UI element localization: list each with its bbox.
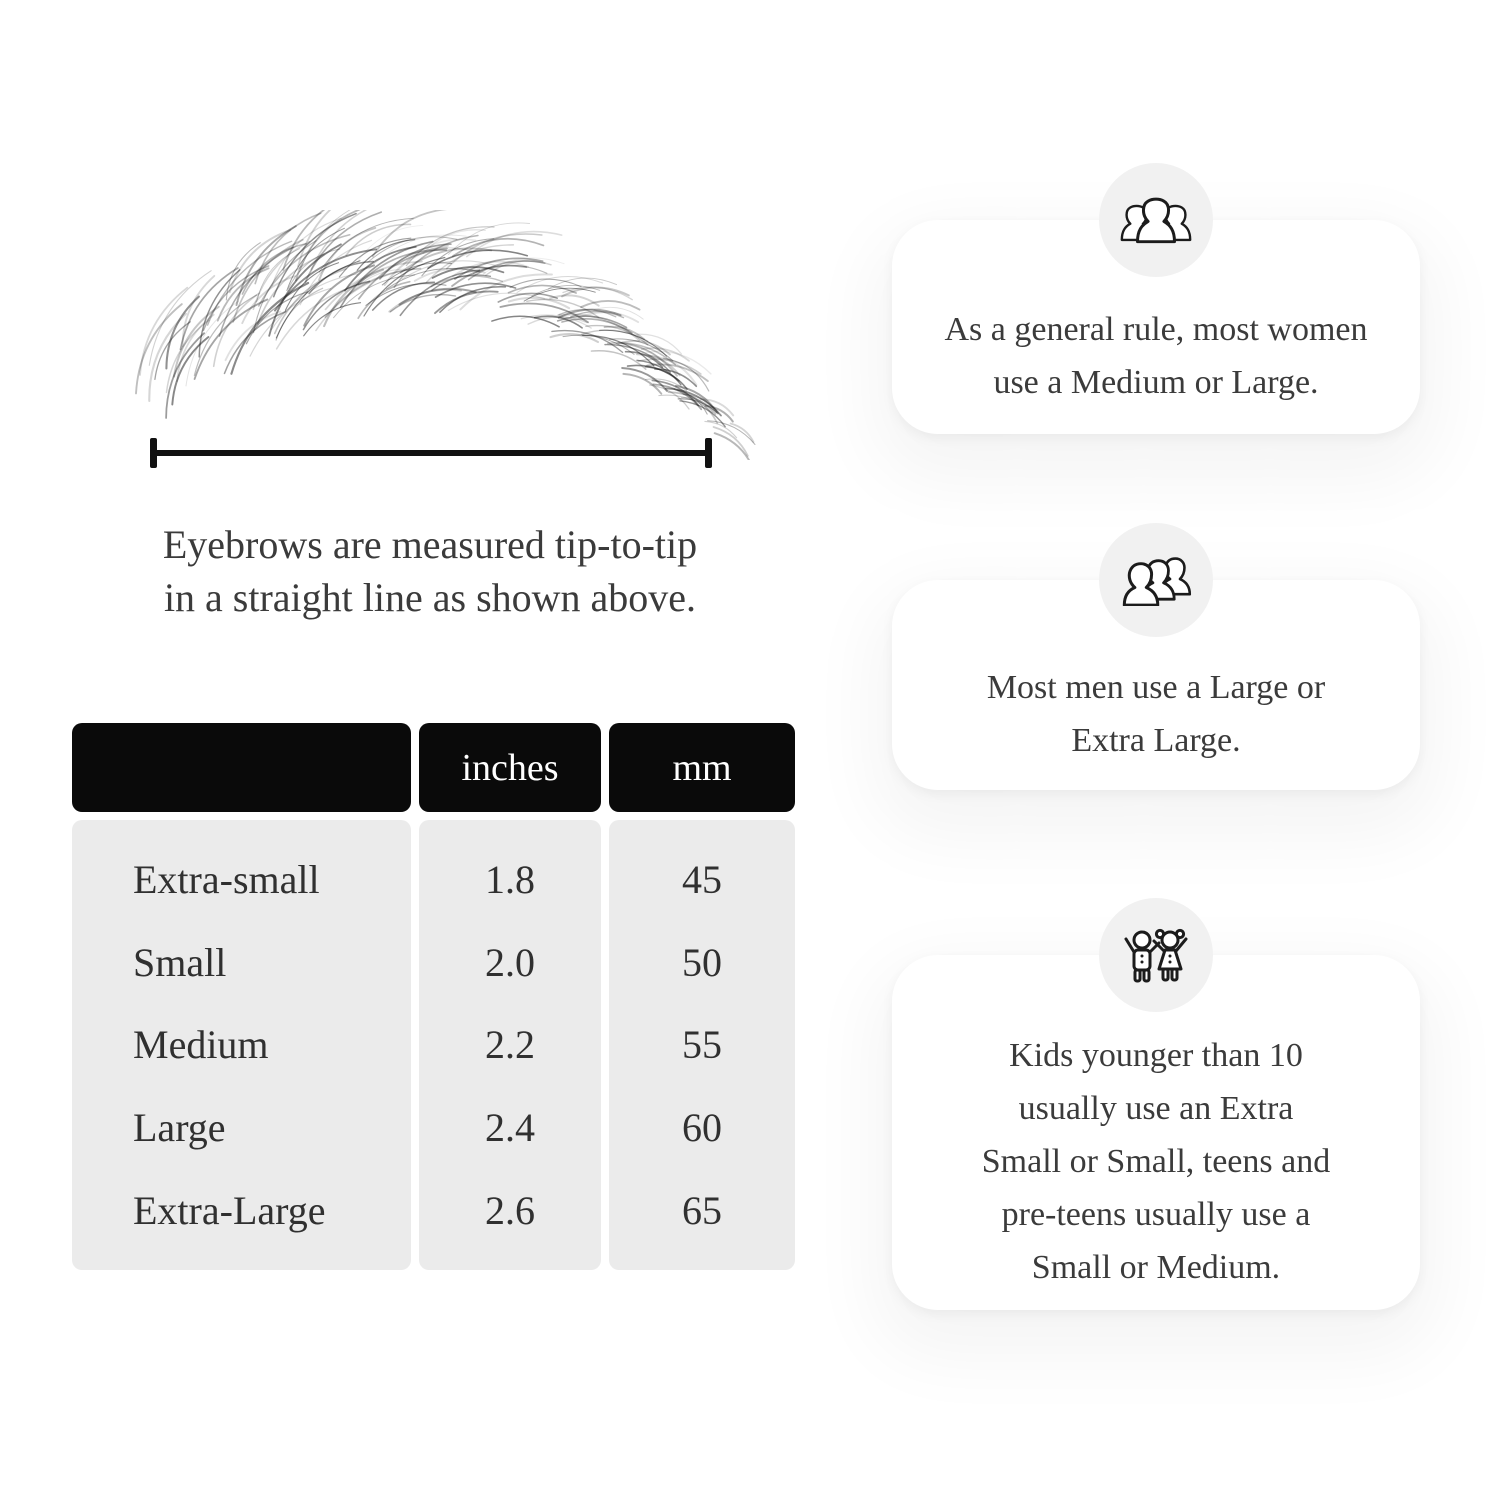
size-label-cell: Small <box>133 939 227 985</box>
inches-cell: 2.6 <box>485 1188 535 1234</box>
card-text-line: Extra Large. <box>1071 721 1241 759</box>
card-text-line: use a Medium or Large. <box>993 363 1319 401</box>
mm-cell: 50 <box>682 939 722 985</box>
card-text-line: Most men use a Large or <box>986 668 1326 706</box>
men-group-icon-glyph <box>1119 554 1193 607</box>
inches-cell: 2.4 <box>485 1105 535 1151</box>
inches-cell: 2.0 <box>485 939 535 985</box>
size-table-body-sizes <box>72 820 411 1270</box>
size-table-column-mm <box>609 723 795 1270</box>
measurement-line <box>150 438 712 468</box>
card-text-line: pre-teens usually use a <box>1001 1195 1311 1233</box>
size-label-cell: Medium <box>133 1022 269 1068</box>
card-text-line: As a general rule, most women <box>944 310 1368 348</box>
card-text-line: usually use an Extra <box>1018 1089 1294 1127</box>
size-table-header-inches: inches <box>419 723 601 812</box>
card-text-line: Kids younger than 10 <box>1009 1036 1303 1074</box>
card-text-line: Small or Medium. <box>1031 1248 1281 1286</box>
women-group-icon-glyph <box>1119 195 1193 244</box>
inches-cell: 1.8 <box>485 856 535 902</box>
kids-icon-glyph <box>1119 926 1193 984</box>
size-label-cell: Extra-small <box>133 856 320 902</box>
size-label-cell: Extra-Large <box>133 1188 326 1234</box>
measurement-bar <box>150 450 712 456</box>
mm-cell: 65 <box>682 1188 722 1234</box>
mm-cell: 55 <box>682 1022 722 1068</box>
size-table <box>72 723 795 1270</box>
men-group-icon <box>1099 523 1213 637</box>
inches-cell: 2.2 <box>485 1022 535 1068</box>
info-card-women <box>892 220 1420 434</box>
card-text-line: Small or Small, teens and <box>981 1142 1331 1180</box>
info-card-men <box>892 580 1420 790</box>
kids-icon <box>1099 898 1213 1012</box>
caption-line-1: Eyebrows are measured tip-to-tip <box>162 522 698 567</box>
eyebrow-illustration <box>100 210 760 460</box>
size-table-column-sizes <box>72 723 411 1270</box>
caption-line-2: in a straight line as shown above. <box>163 575 697 620</box>
measurement-tick-right <box>705 438 712 468</box>
measurement-caption <box>90 518 770 624</box>
women-group-icon <box>1099 163 1213 277</box>
size-table-header-blank <box>72 723 411 812</box>
mm-cell: 60 <box>682 1105 722 1151</box>
info-card-kids <box>892 955 1420 1310</box>
size-label-cell: Large <box>133 1105 226 1151</box>
size-table-column-inches <box>419 723 601 1270</box>
mm-cell: 45 <box>682 856 722 902</box>
size-table-body-mm <box>609 820 795 1270</box>
size-table-body-inches <box>419 820 601 1270</box>
size-table-header-mm: mm <box>609 723 795 812</box>
eyebrow-sketch-svg <box>100 210 760 460</box>
